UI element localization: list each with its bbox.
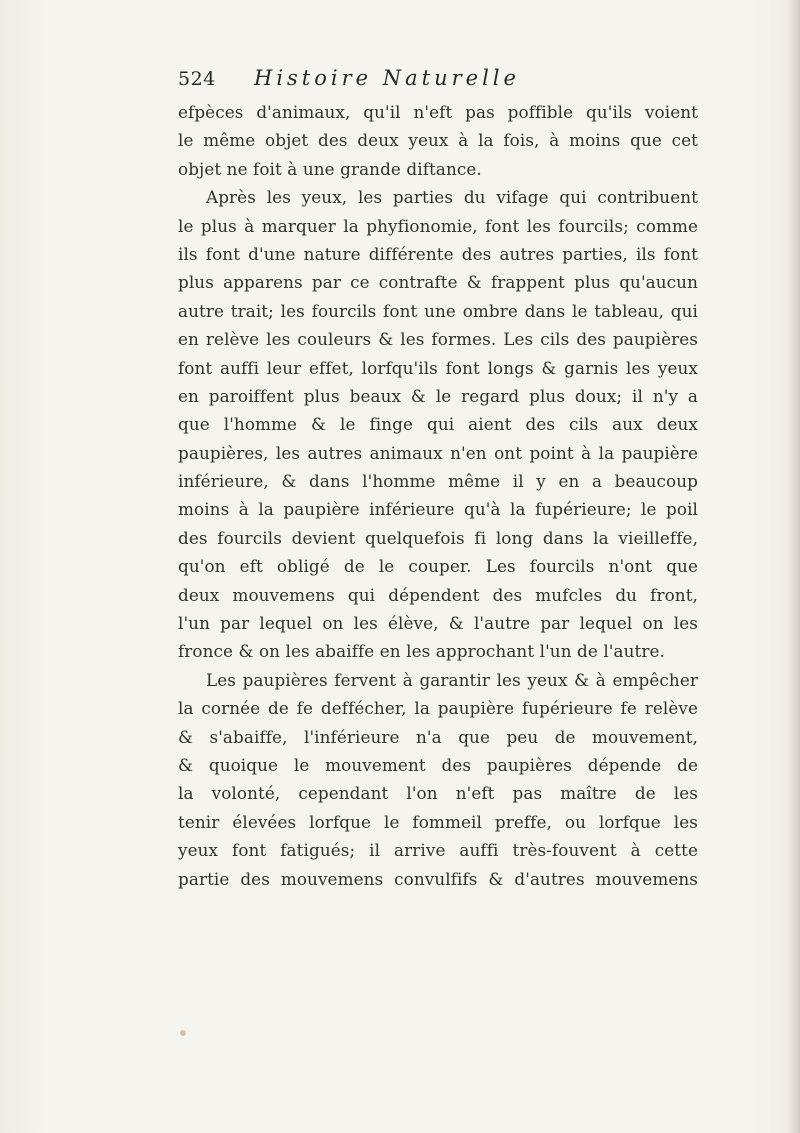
text-line: ils font d'une nature différente des autres parties, ils font [178, 243, 698, 264]
page-edge-shadow [786, 0, 800, 1133]
text-line: Après les yeux, les parties du vifage qui contribuent [206, 187, 698, 208]
text-line: en paroiffent plus beaux & le regard plus doux; il n'y a [178, 385, 698, 406]
text-line: & s'abaiffe, l'inférieure n'a que peu de mouvement, [178, 726, 698, 747]
text-line: qu'on eft obligé de le couper. Les fourcils n'ont que [178, 556, 698, 577]
text-line: moins à la paupière inférieure qu'à la fupérieure; le poil [178, 499, 698, 520]
text-line: la volonté, cependant l'on n'eft pas maître de les [178, 783, 698, 804]
text-line: l'un par lequel on les élève, & l'autre par lequel on les [178, 613, 698, 634]
text-line: que l'homme & le finge qui aient des cils aux deux [178, 414, 698, 435]
text-line: des fourcils devient quelquefois fi long dans la vieilleffe, [178, 527, 698, 548]
page-number: 524 [178, 68, 216, 90]
text-line: efpèces d'animaux, qu'il n'eft pas poffible qu'ils voient [178, 102, 698, 122]
text-line: inférieure, & dans l'homme même il y en a beaucoup [178, 471, 698, 492]
text-line: Les paupières fervent à garantir les yeux & à empêcher [206, 669, 698, 690]
text-line: deux mouvemens qui dépendent des mufcles du front, [178, 584, 698, 605]
text-line: autre trait; les fourcils font une ombre dans le tableau, qui [178, 300, 698, 321]
text-line: le même objet des deux yeux à la fois, à moins que cet [178, 130, 698, 151]
text-line: objet ne foit à une grande diftance. [178, 158, 482, 179]
text-line: yeux font fatigués; il arrive auffi très-fouvent à cette [178, 840, 698, 861]
text-line: partie des mouvemens convulfifs & d'autres mouvemens [178, 868, 698, 889]
text-line: la cornée de fe deffécher, la paupière fupérieure fe relève [178, 698, 698, 719]
ink-smudge [180, 1030, 186, 1036]
text-line: en relève les couleurs & les formes. Les cils des paupières [178, 329, 698, 350]
running-title: Histoire Naturelle [254, 66, 520, 90]
text-line: le plus à marquer la phyfionomie, font les fourcils; comme [178, 215, 698, 236]
running-head [178, 66, 588, 94]
text-line: tenir élevées lorfque le fommeil preffe, ou lorfque les [178, 811, 698, 832]
body-text [178, 98, 698, 893]
text-line: plus apparens par ce contrafte & frappent plus qu'aucun [178, 272, 698, 293]
text-line: & quoique le mouvement des paupières dépende de [178, 754, 698, 775]
text-line: fronce & on les abaiffe en les approchant l'un de l'autre. [178, 641, 665, 662]
text-line: font auffi leur effet, lorfqu'ils font longs & garnis les yeux [178, 357, 698, 378]
text-line: paupières, les autres animaux n'en ont point à la paupière [178, 442, 698, 463]
